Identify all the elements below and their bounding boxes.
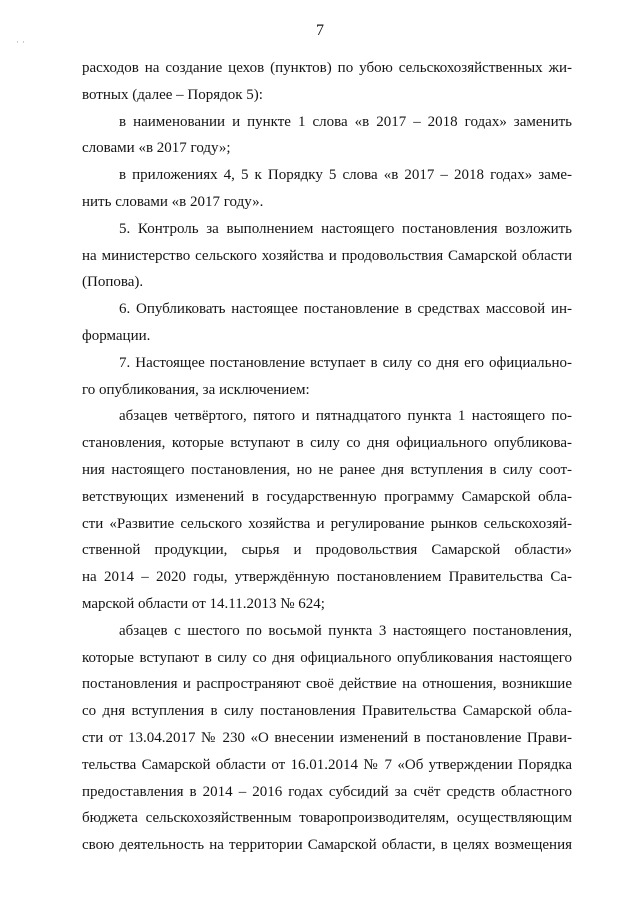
text-line: предоставления в 2014 – 2016 годах субсидий за счёт средств областного bbox=[82, 783, 572, 800]
text-line: со дня вступления в силу постановления Правительства Самарской обла- bbox=[82, 703, 572, 720]
text-line: 6. Опубликовать настоящее постановление в средствах массовой ин- bbox=[119, 301, 572, 318]
text-line: свою деятельность на территории Самарской области, в целях возмещения bbox=[82, 837, 572, 854]
paragraph bbox=[82, 403, 572, 617]
text-line: сти от 13.04.2017 № 230 «О внесении изменений в постановление Прави- bbox=[82, 729, 572, 746]
text-line: в приложениях 4, 5 к Порядку 5 слова «в 2017 – 2018 годах» заме- bbox=[119, 167, 572, 184]
text-line: становления, которые вступают в силу со дня официального опубликова- bbox=[82, 435, 572, 452]
text-line: бюджета сельскохозяйственным товаропроизводителям, осуществляющим bbox=[82, 810, 572, 827]
text-line: ния настоящего постановления, но не ранее дня вступления в силу соот- bbox=[82, 461, 572, 478]
text-line: 7. Настоящее постановление вступает в силу со дня его официально- bbox=[119, 354, 572, 371]
text-line: абзацев с шестого по восьмой пункта 3 настоящего постановления, bbox=[119, 622, 572, 639]
text-line: ственной продукции, сырья и продовольствия Самарской области» bbox=[82, 542, 572, 559]
text-line: словами «в 2017 году»; bbox=[82, 140, 231, 157]
text-line: ветствующих изменений в государственную программу Самарской обла- bbox=[82, 488, 572, 505]
text-line: постановления и распространяют своё действие на отношения, возникшие bbox=[82, 676, 572, 693]
text-line: нить словами «в 2017 году». bbox=[82, 193, 264, 210]
document-body bbox=[82, 55, 572, 859]
scan-mark: · bbox=[22, 38, 25, 48]
text-line: которые вступают в силу со дня официального опубликования настоящего bbox=[82, 649, 572, 666]
paragraph bbox=[82, 296, 572, 350]
text-line: на 2014 – 2020 годы, утверждённую постановлением Правительства Са- bbox=[82, 569, 572, 586]
paragraph bbox=[82, 618, 572, 859]
text-line: тельства Самарской области от 16.01.2014 № 7 «Об утверждении Порядка bbox=[82, 756, 572, 773]
text-line: абзацев четвёртого, пятого и пятнадцатого пункта 1 настоящего по- bbox=[119, 408, 572, 425]
text-line: го опубликования, за исключением: bbox=[82, 381, 310, 398]
text-line: в наименовании и пункте 1 слова «в 2017 – 2018 годах» заменить bbox=[119, 113, 572, 130]
text-line: 5. Контроль за выполнением настоящего постановления возложить bbox=[119, 220, 572, 237]
paragraph bbox=[82, 350, 572, 404]
text-line: на министерство сельского хозяйства и продовольствия Самарской области bbox=[82, 247, 572, 264]
scan-mark: · bbox=[16, 38, 19, 48]
text-line: вотных (далее – Порядок 5): bbox=[82, 86, 263, 103]
paragraph bbox=[82, 162, 572, 216]
text-line: (Попова). bbox=[82, 274, 144, 291]
paragraph bbox=[82, 55, 572, 109]
paragraph bbox=[82, 109, 572, 163]
page-number: 7 bbox=[316, 22, 324, 39]
text-line: формации. bbox=[82, 327, 151, 344]
text-line: сти «Развитие сельского хозяйства и регулирование рынков сельскохозяй- bbox=[82, 515, 572, 532]
text-line: расходов на создание цехов (пунктов) по убою сельскохозяйственных жи- bbox=[82, 60, 572, 76]
paragraph bbox=[82, 216, 572, 296]
text-line: марской области от 14.11.2013 № 624; bbox=[82, 595, 325, 612]
